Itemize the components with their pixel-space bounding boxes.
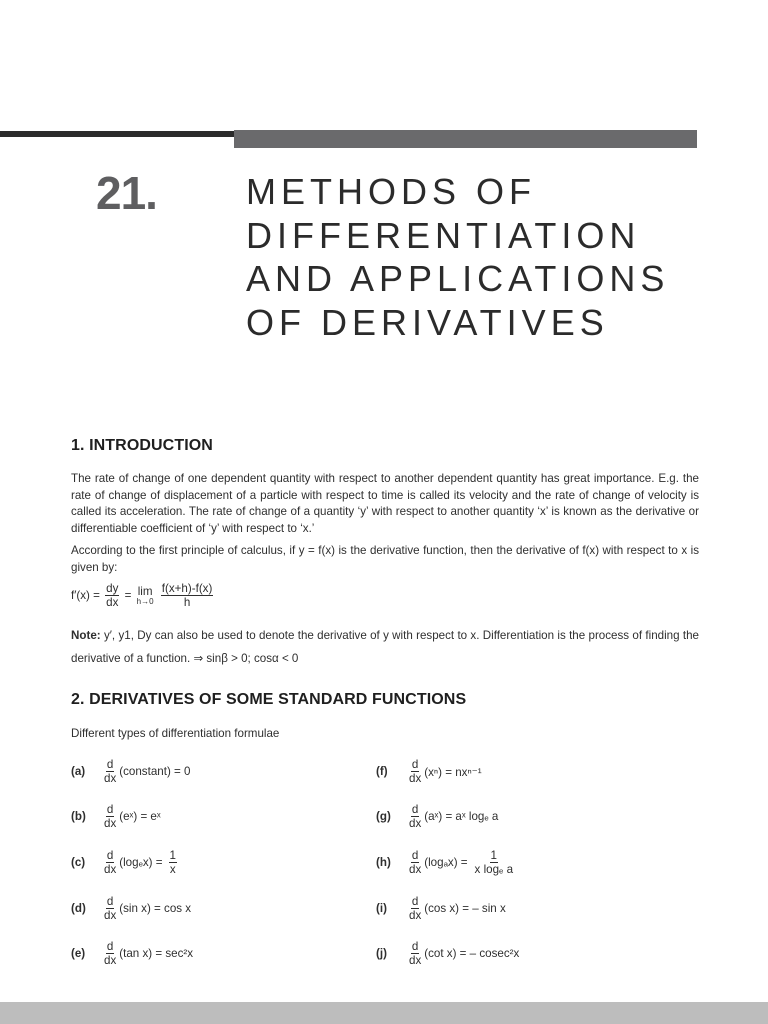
section-heading-introduction: 1. INTRODUCTION bbox=[71, 437, 213, 454]
fraction-numerator: d bbox=[411, 895, 419, 908]
fraction-numerator: 1 bbox=[490, 849, 497, 862]
fraction-denominator: h bbox=[183, 596, 191, 610]
formula-label: (e) bbox=[71, 947, 86, 961]
chapter-title-line: DIFFERENTIATION bbox=[246, 214, 641, 256]
formula-expression: (logₑx) = bbox=[119, 856, 163, 870]
fraction-denominator: dx bbox=[104, 954, 117, 968]
formula-expression: (cos x) = – sin x bbox=[424, 902, 506, 916]
d-dx-operator bbox=[103, 849, 117, 877]
formula-item bbox=[71, 758, 190, 786]
formula-item bbox=[71, 940, 193, 968]
formula-expression: (eˣ) = eˣ bbox=[119, 810, 161, 824]
formula-label: (j) bbox=[376, 947, 387, 961]
dy-dx-fraction bbox=[105, 582, 119, 610]
formula-expression: (aˣ) = aˣ logₑ a bbox=[424, 810, 499, 824]
chapter-title bbox=[246, 170, 669, 344]
fraction-numerator: d bbox=[106, 940, 114, 953]
d-dx-operator bbox=[103, 895, 117, 923]
header-rule-dark bbox=[0, 131, 234, 137]
result-fraction bbox=[474, 849, 514, 877]
fraction-numerator: d bbox=[106, 849, 114, 862]
fraction-numerator: d bbox=[411, 803, 419, 816]
fraction-numerator: dy bbox=[106, 582, 119, 595]
d-dx-operator bbox=[408, 803, 422, 831]
header-rule-gray bbox=[234, 130, 697, 148]
formula-label: (d) bbox=[71, 902, 86, 916]
d-dx-operator bbox=[408, 895, 422, 923]
fraction-denominator: dx bbox=[409, 817, 422, 831]
chapter-title-line: METHODS OF bbox=[246, 171, 536, 212]
formula-label: (g) bbox=[376, 810, 391, 824]
limit-subscript: h→0 bbox=[136, 596, 154, 606]
formula-label: (c) bbox=[71, 856, 86, 870]
fraction-denominator: x logₑ a bbox=[474, 863, 514, 877]
chapter-title-line: AND APPLICATIONS bbox=[246, 258, 670, 299]
intro-text: The rate of change of one dependent quantity with respect to another dependent quantity has great importance. E.g. the rate of change of displacement of a particle with respect to time is called its velocity and the rate of change of velocity is called its acceleration. The rate of change of a quantity ‘y’ with respect to another quantity ‘x’ is known as the derivative or differentiable coefficient of ‘y’ with respect to ‘x.’ bbox=[71, 472, 699, 535]
formula-item bbox=[376, 803, 498, 831]
formula-item bbox=[71, 803, 161, 831]
formula-label: (i) bbox=[376, 902, 387, 916]
note-text: y′, y1, Dy can also be used to denote the derivative of y with respect to x. Differentiation is the process of finding the derivative of a function. ⇒ sinβ > 0; cosα < 0 bbox=[71, 629, 699, 665]
derivative-definition-formula bbox=[71, 582, 215, 610]
formula-equals: = bbox=[124, 588, 132, 602]
fraction-denominator: dx bbox=[104, 863, 117, 877]
formula-item bbox=[376, 758, 482, 786]
fraction-numerator: d bbox=[411, 849, 419, 862]
result-fraction bbox=[169, 849, 177, 877]
fraction-denominator: dx bbox=[104, 772, 117, 786]
fraction-numerator: d bbox=[106, 758, 114, 771]
fraction-denominator: dx bbox=[106, 596, 119, 610]
fraction-numerator: 1 bbox=[169, 849, 176, 862]
fraction-numerator: d bbox=[411, 758, 419, 771]
fraction-denominator: dx bbox=[409, 863, 422, 877]
formula-label: (f) bbox=[376, 765, 388, 779]
formula-item bbox=[376, 940, 519, 968]
fraction-denominator: dx bbox=[104, 909, 117, 923]
formula-item bbox=[71, 895, 191, 923]
fraction-numerator: d bbox=[411, 940, 419, 953]
footer-bar bbox=[0, 1002, 768, 1024]
chapter-title-line: OF DERIVATIVES bbox=[246, 301, 609, 343]
formula-expression: (tan x) = sec²x bbox=[119, 947, 194, 961]
difference-quotient-fraction bbox=[161, 582, 214, 610]
fraction-denominator: dx bbox=[104, 817, 117, 831]
intro-paragraph bbox=[71, 471, 699, 537]
fraction-denominator: dx bbox=[409, 954, 422, 968]
d-dx-operator bbox=[408, 849, 422, 877]
limit-text: lim bbox=[137, 585, 153, 599]
formula-item bbox=[376, 849, 516, 877]
formula-expression: (cot x) = – cosec²x bbox=[424, 947, 520, 961]
chapter-number: 21. bbox=[96, 167, 157, 219]
fraction-denominator: dx bbox=[409, 772, 422, 786]
formula-expression: (sin x) = cos x bbox=[119, 902, 192, 916]
formula-label: (h) bbox=[376, 856, 391, 870]
fraction-numerator: f(x+h)-f(x) bbox=[161, 582, 213, 595]
section-heading-standard-derivatives: 2. DERIVATIVES OF SOME STANDARD FUNCTIONS bbox=[71, 691, 467, 708]
formula-expression: (logₐx) = bbox=[424, 856, 468, 870]
d-dx-operator bbox=[103, 940, 117, 968]
limit-operator bbox=[137, 586, 154, 606]
formula-item bbox=[376, 895, 506, 923]
note-label: Note: bbox=[71, 629, 101, 642]
d-dx-operator bbox=[103, 758, 117, 786]
note-paragraph bbox=[71, 624, 699, 670]
formula-expression: (xⁿ) = nxⁿ⁻¹ bbox=[424, 765, 482, 779]
formula-label: (b) bbox=[71, 810, 86, 824]
formula-label: (a) bbox=[71, 765, 86, 779]
fraction-numerator: d bbox=[106, 803, 114, 816]
fraction-numerator: d bbox=[106, 895, 114, 908]
fraction-denominator: dx bbox=[409, 909, 422, 923]
d-dx-operator bbox=[103, 803, 117, 831]
first-principle-paragraph bbox=[71, 543, 699, 576]
fraction-denominator: x bbox=[169, 863, 176, 877]
formulae-intro: Different types of differentiation formulae bbox=[71, 727, 280, 740]
formula-item bbox=[71, 849, 179, 877]
d-dx-operator bbox=[408, 940, 422, 968]
first-principle-text: According to the first principle of calculus, if y = f(x) is the derivative function, then the derivative of f(x) with respect to x is given by: bbox=[71, 544, 699, 574]
formula-lhs: f′(x) = bbox=[71, 588, 100, 602]
d-dx-operator bbox=[408, 758, 422, 786]
formula-expression: (constant) = 0 bbox=[119, 765, 191, 779]
